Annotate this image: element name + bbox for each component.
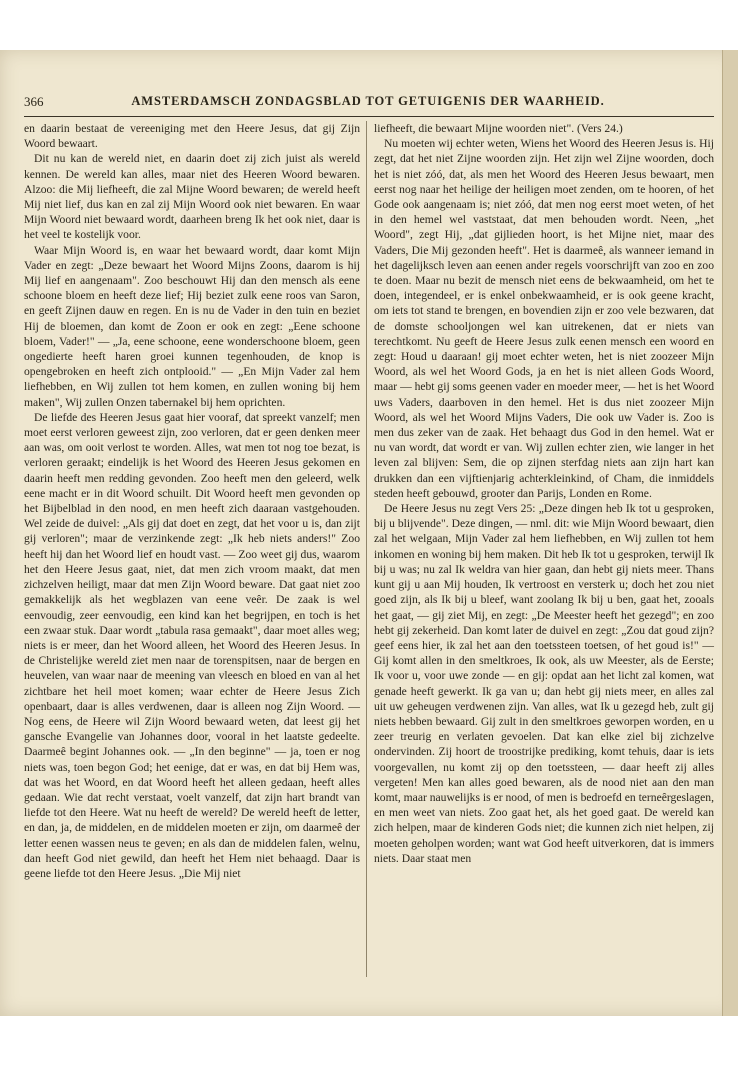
left-column (24, 121, 360, 881)
paragraph: Dit nu kan de wereld niet, en daarin doet zij zich juist als wereld kennen. De wereld kan alles, maar niet des Heeren Woord bewaren. Alzoo: die Mij liefheeft, die zal Mijne Woord bewaren; de wereld heeft Mij niet lief, dus kan en zal zij Mijn Woord ook niet bewaren. En waar Mijn Woord niet bewaard wordt, daarheen breng Ik het ook niet, daar is het veel te kostelijk voor. (24, 152, 360, 242)
page-edge (722, 50, 738, 1016)
paragraph: en daarin bestaat de vereeniging met den Heere Jesus, dat gij Zijn Woord bewaart. (24, 122, 360, 151)
paragraph: Nu moeten wij echter weten, Wiens het Woord des Heeren Jesus is. Hij zegt, dat het niet Zijne woorden zijn. Het zijn wel Zijne woorden, doch het is niet zóó, dat, als men het Woord des Heeren Jesus bewaart, men eerst nog naar het heilige der heiligen moet zenden, om te hooren, of het Gode ook aangenaam is; niet zóó, dat men nog eerst moet weten, of het in den hemel wel vaststaat, dat men behouden wordt. Neen, „het Woord", zegt Hij, „dat gijlieden hoort, is het Mijne niet, maar des Vaders, Die Mij gezonden heeft". Het is daarmeê, als wanneer iemand in het dagelijksch leven aan eenen ander regels voorschrijft van zoo en zoo te doen. Maar nu bezit de mensch niet eens de bekwaamheid, om het te doen, integendeel, er is enkel onbekwaamheid, er is ook geene kracht, om iets tot stand te brengen, en bovendien zijn er zoo vele bezwaren, dat de domste schooljongen wel kan uitrekenen, dat er niets van terechtkomt. Nu geeft de Heere Jesus zulk eenen mensch een woord en zegt: Houd u daaraan! gij moet echter weten, het is niet zoozeer Mijn Woord, als wel het Woord Gods, ja en het is niet alleen Gods Woord, maar — hebt gij soms geenen vader en moeder meer, — het is het Woord uws Vaders, daarboven in den hemel. Het is dus niet zoozeer Mijn Woord, als wel het Woord Mijns Vaders, Die ook uw Vader is. Zoo is men dus zeker van de zaak. Het behaagt dus God in den hemel. Wat er nu van wordt, dat wordt er van. Wij zullen echter zien, wie langer in het leven zal blijven: Sem, die op zijnen sterfdag niets aan zijn hart kan drukken dan een vijftienjarig achterkleinkind, of Cham, die inmiddels steden heeft gebouwd, grooter dan Parijs, Londen en Rome. (374, 137, 714, 500)
right-column (374, 121, 714, 866)
paragraph: Waar Mijn Woord is, en waar het bewaard wordt, daar komt Mijn Vader en zegt: „Deze bewaart het Woord Mijns Zoons, daarom is hij Mij lief en aangenaam". Zoo beschouwt Hij dan den mensch als eene schoone bloem en heeft deze lief; Hij beziet zulk eene roos van Saron, en geeft Zijnen dauw en regen. En is nu de Vader in den tuin en beziet Hij de bloemen, dan komt de Zoon er ook en zegt: „Eene schoone bloem, Vader!" — „Ja, eene schoone, eene wonderschoone bloem, geen ongedierte heeft haren groei kunnen tegenhouden, de knop is opengebroken en heeft zich ontplooid." — „En Mijn Vader zal hem liefhebben, en Wij zullen tot hem komen, en zullen woning bij hem maken", Wij zullen Onzen tabernakel bij hem oprichten. (24, 243, 360, 409)
running-title: AMSTERDAMSCH ZONDAGSBLAD TOT GETUIGENIS DER WAARHEID. (131, 94, 605, 108)
paragraph: De liefde des Heeren Jesus gaat hier vooraf, dat spreekt vanzelf; men moet eerst verloren geweest zijn, zoo verloren, dat er geen denken meer aan was, om ooit verlost te worden. Alles, wat men tot nog toe bezat, is verloren geraakt; eindelijk is het Woord des Heeren Jesus gekomen en daarin heeft men redding gevonden. Zoo heeft men den geleerd, welk eene macht er in dit Woord schuilt. Dit Woord heeft men gevonden op het Bijbelblad in den nood, en men heeft zich daaraan vastgehouden. Wel zeide de duivel: „Als gij dat doet en zegt, dat het voor u is, dan zijt gij verloren"; maar de verzinkende zegt: „Ik heb niets anders!" Zoo heeft hij dan het Woord lief en houdt vast. — Zoo weet gij dus, waarom het den Heere Jesus gaat, niet, dat men zich vroom maakt, dat men zichzelven heiligt, maar dat men Zijn Woord beware. Dat gaat niet zoo gemakkelijk als het wegblazen van eene veêr. De zaak is wel eenvoudig, zeer eenvoudig, een kind kan het begrijpen, en toch is het een zwaar stuk. Daar wordt „tabula rasa gemaakt", daar moet alles weg; niets is er meer, dan het Woord alleen, het Woord des Heeren Jesus. In de Christelijke wereld ziet men naar de torenspitsen, naar de bergen en heuvelen, van waar naar de meening van vleesch en bloed en van al het zichtbare het heil moet komen; waar echter de Heere Jesus Zich openbaart, daar is alles verdwenen, daar is alleen nog Zijn Woord. — Nog eens, de Heere wil Zijn Woord bewaard weten, dat leest gij het gansche Evangelie van Johannes door, vooral in het laatste gedeelte. Daarmeê begint Johannes ook. — „In den beginne" — ja, toen er nog niets was, toen begon God; het eenige, dat er was, en dat bij Hem was, dat was het Woord, en dat Woord heeft het alleen gedaan, heeft alles gedaan. Wie dat recht verstaat, voelt vanzelf, dat zijn hart brandt van liefde tot den Heere. Wat nu heeft de wereld? De wereld heeft de letter, en dan, ja, de middelen, en de middelen moeten er zijn, om daarmeê der letter eenen wassen neus te geven; en als dan de middelen falen, welnu, dan heeft God niet gewild, dan heeft het Hem niet behaagd. Daar is geene liefde tot den Heere Jesus. „Die Mij niet (24, 410, 360, 880)
paragraph: De Heere Jesus nu zegt Vers 25: „Deze dingen heb Ik tot u gesproken, bij u blijvende". Deze dingen, — nml. dit: wie Mijn Woord bewaart, dien zal het welgaan, Mijn Vader zal hem liefhebben, en Wij zullen tot hem inkomen en woning bij hem maken. Dit heb Ik tot u gesproken, terwijl Ik bij u was; nu zal Ik weldra van hier gaan, dan hebt gij niets meer. Thans kunt gij u aan Mij houden, Ik vertroost en versterk u; doch het zou niet goed zijn, als Ik bij u bleef, want zoolang Ik bij u ben, gaat het, zooals het gaat, — gij ziet Mij, en zegt: „De Meester heeft het gezegd"; en zoo hebt gij zekerheid. Dan komt later de duivel en zegt: „Zou dat goud zijn? geef eens hier, ik zal het aan den toetssteen toetsen, of het goud is!" — Gij komt allen in den smeltkroes, Ik ook, als uw Meester, als de Eerste; Ik voor u, voor uwe zonde — en gij: opdat aan het licht zal komen, wat genade heeft gewerkt. Ik ga van u; dan hebt gij niets meer, en alles zal uit uw geheugen verdwenen zijn. Van alles, wat Ik u gezegd heb, zult gij niets hebben bewaard. Gij zult in den smeltkroes geworpen worden, en u zeer treurig en verlaten gevoelen. Dat kan elke ziel bij zichzelve ondervinden. Zij hoort de troostrijke prediking, komt tehuis, daar is iets voorgevallen, nu komt zij op den toetssteen, — daar heeft zij alles vergeten! Men kan alles goed bewaren, als de nood niet aan den man komt, maar nauwelijks is er nood, of men is bedroefd en terneêrgeslagen, en men weet van niets. Zoo gaat het, als het goed gaat. De wereld kan zich helpen, maar de kinderen Gods niet; die kunnen zich niet helpen, zij moeten geholpen worden; want wat God heeft uitverkoren, dat is immers niets. Daar staat men (374, 502, 714, 865)
header-rule (24, 116, 714, 117)
page-number: 366 (24, 94, 44, 109)
paragraph: liefheeft, die bewaart Mijne woorden niet". (Vers 24.) (374, 122, 623, 135)
column-divider (366, 121, 367, 977)
